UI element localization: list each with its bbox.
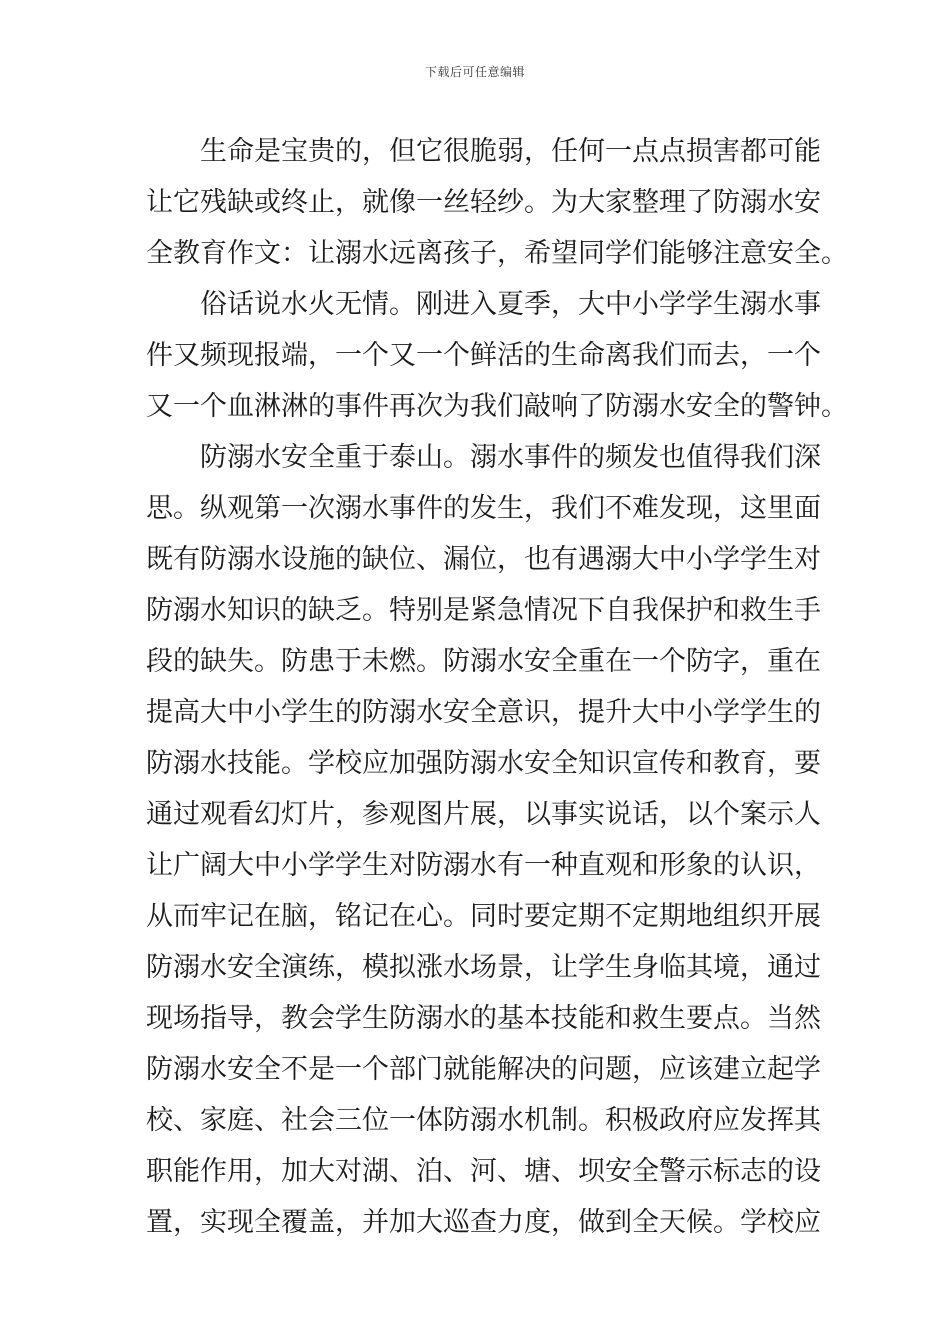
paragraph-line: 防溺水安全重于泰山。溺水事件的频发也值得我们深 xyxy=(200,442,821,473)
document-body xyxy=(146,126,848,1248)
paragraph-line: 置，实现全覆盖，并加大巡查力度，做到全天候。学校应 xyxy=(146,1207,821,1238)
paragraph-line: 现场指导，教会学生防溺水的基本技能和救生要点。当然 xyxy=(146,1003,821,1034)
paragraph-line: 俗话说水火无情。刚进入夏季，大中小学学生溺水事 xyxy=(200,289,821,320)
paragraph-line: 件又频现报端，一个又一个鲜活的生命离我们而去，一个 xyxy=(146,340,821,371)
header-note: 下载后可任意编辑 xyxy=(424,65,525,79)
paragraph-line: 防溺水安全不是一个部门就能解决的问题，应该建立起学 xyxy=(146,1054,821,1085)
paragraph-3 xyxy=(146,432,821,1248)
paragraph-line: 让广阔大中小学学生对防溺水有一种直观和形象的认识， xyxy=(146,850,821,881)
paragraph-2 xyxy=(146,279,848,432)
paragraph-line: 职能作用，加大对湖、泊、河、塘、坝安全警示标志的设 xyxy=(146,1156,821,1187)
paragraph-line: 段的缺失。防患于未燃。防溺水安全重在一个防字，重在 xyxy=(146,646,821,677)
paragraph-line: 让它残缺或终止，就像一丝轻纱。为大家整理了防溺水安 xyxy=(146,187,821,218)
paragraph-line: 防溺水技能。学校应加强防溺水安全知识宣传和教育，要 xyxy=(146,748,821,779)
paragraph-line: 既有防溺水设施的缺位、漏位，也有遇溺大中小学学生对 xyxy=(146,544,821,575)
paragraph-line: 又一个血淋淋的事件再次为我们敲响了防溺水安全的警钟。 xyxy=(146,391,848,422)
paragraph-line: 思。纵观第一次溺水事件的发生，我们不难发现，这里面 xyxy=(146,493,821,524)
paragraph-1 xyxy=(146,126,848,279)
paragraph-line: 防溺水知识的缺乏。特别是紧急情况下自我保护和救生手 xyxy=(146,595,821,626)
paragraph-line: 通过观看幻灯片，参观图片展，以事实说话，以个案示人 xyxy=(146,799,821,830)
paragraph-line: 提高大中小学生的防溺水安全意识，提升大中小学学生的 xyxy=(146,697,821,728)
paragraph-line: 校、家庭、社会三位一体防溺水机制。积极政府应发挥其 xyxy=(146,1105,821,1136)
paragraph-line: 全教育作文：让溺水远离孩子，希望同学们能够注意安全。 xyxy=(146,238,848,269)
paragraph-line: 生命是宝贵的，但它很脆弱，任何一点点损害都可能 xyxy=(200,136,821,167)
paragraph-line: 防溺水安全演练，模拟涨水场景，让学生身临其境，通过 xyxy=(146,952,821,983)
paragraph-line: 从而牢记在脑，铭记在心。同时要定期不定期地组织开展 xyxy=(146,901,821,932)
